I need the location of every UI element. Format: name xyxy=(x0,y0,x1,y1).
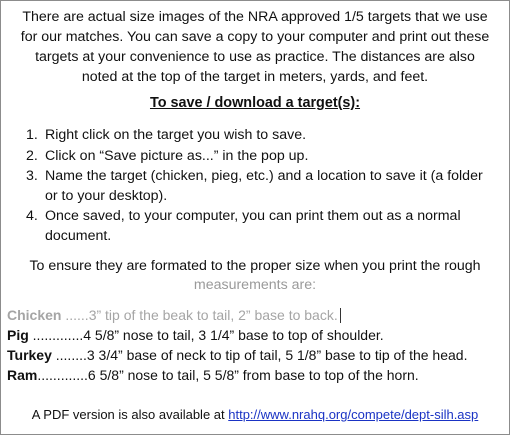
step-number: 1. xyxy=(26,127,38,143)
target-name: Chicken xyxy=(7,307,62,323)
step-item xyxy=(26,126,492,146)
measurement-row-pig xyxy=(7,325,507,345)
step-text: Name the target (chicken, pieg, etc.) and a location to save it (a folder xyxy=(45,168,483,184)
step-text: Click on “Save picture as...” in the pop up. xyxy=(45,147,309,164)
step-text: Once saved, to your computer, you can print them out as a normal xyxy=(45,208,461,224)
pdf-note-text: A PDF version is also available at xyxy=(31,407,229,422)
pdf-link[interactable]: http://www.nrahq.org/compete/dept-silh.asp xyxy=(228,407,479,422)
size-note-line: measurements are: xyxy=(193,277,317,293)
save-instructions-heading: To save / download a target(s): xyxy=(149,95,361,111)
target-measurement: ........3 3/4” base of neck to tip of tail, 5 1/8” base to tip of the head. xyxy=(51,347,468,363)
text-cursor xyxy=(340,308,341,323)
steps-list xyxy=(0,126,492,247)
intro-line: for our matches. You can save a copy to your computer and print out these xyxy=(20,29,490,45)
target-measurement: ......3” tip of the beak to tail, 2” base to back. xyxy=(61,307,338,323)
measurement-row-ram xyxy=(7,365,507,385)
intro-line: There are actual size images of the NRA approved 1/5 targets that we use xyxy=(22,9,488,25)
step-item xyxy=(26,147,492,167)
step-text: Right click on the target you wish to save. xyxy=(45,127,307,143)
intro-line: noted at the top of the target in meters, yards, and feet. xyxy=(81,69,429,85)
target-measurement: .............4 5/8” nose to tail, 3 1/4” base to top of shoulder. xyxy=(28,327,384,343)
step-number: 3. xyxy=(26,168,38,184)
size-note-line: To ensure they are formated to the proper size when you print the rough xyxy=(29,258,481,274)
step-number: 2. xyxy=(26,147,38,164)
step-text: document. xyxy=(45,227,112,244)
target-measurement: .............6 5/8” nose to tail, 5 5/8” from base to top of the horn. xyxy=(37,367,419,383)
measurement-row-turkey xyxy=(7,345,507,365)
step-number: 4. xyxy=(26,208,38,224)
step-text: or to your desktop). xyxy=(45,187,168,204)
measurement-row-chicken xyxy=(7,305,507,325)
target-name: Turkey xyxy=(7,347,52,363)
intro-line: targets at your convenience to use as practice. The distances are also xyxy=(35,49,475,65)
size-note xyxy=(8,257,502,295)
step-item xyxy=(26,167,492,206)
step-item xyxy=(26,207,492,246)
target-name: Ram xyxy=(7,367,38,383)
target-name: Pig xyxy=(7,327,29,343)
measurements-list xyxy=(7,305,507,385)
pdf-note xyxy=(0,406,510,424)
intro-paragraph xyxy=(8,7,502,87)
